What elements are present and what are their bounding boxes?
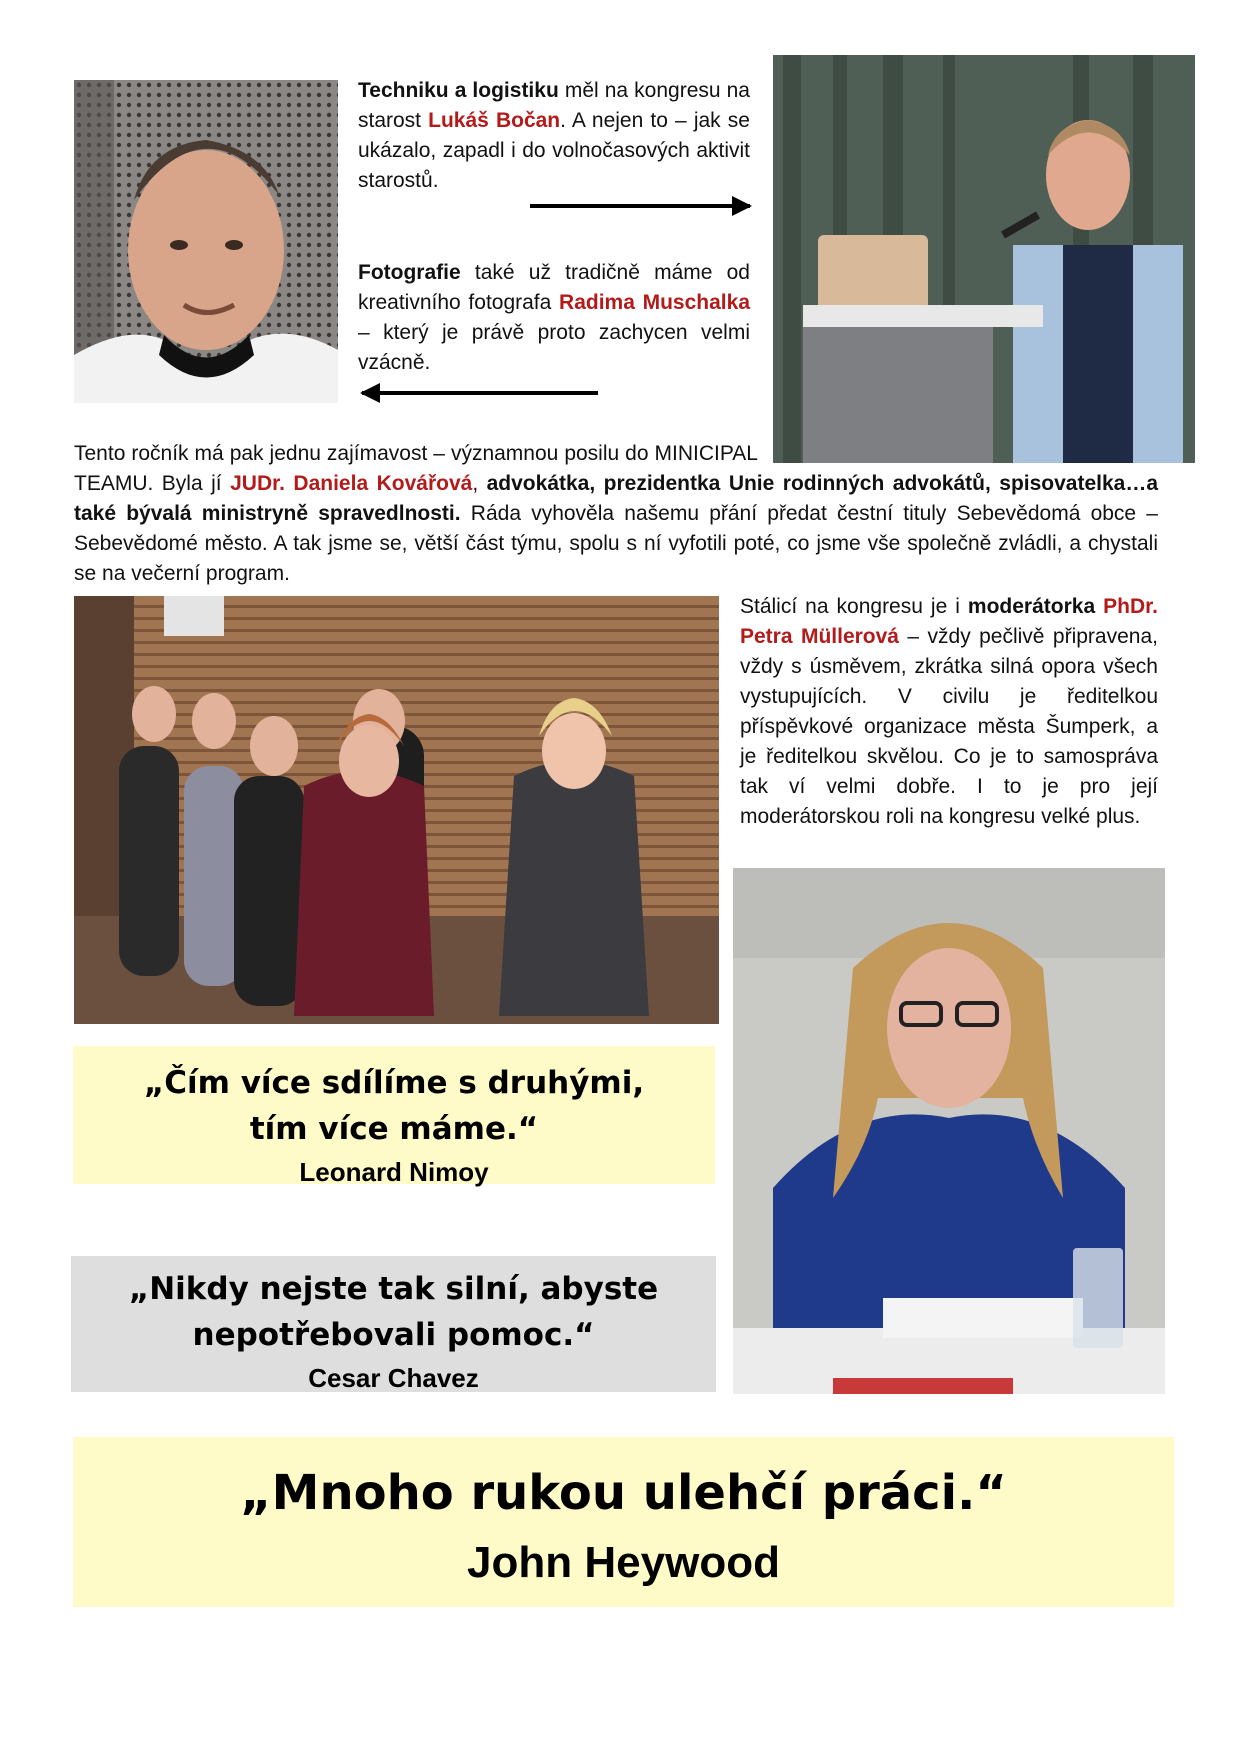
team-paragraph-text	[74, 439, 1158, 589]
moderator-paragraph	[740, 592, 1158, 832]
logistics-text-2: . A nejen to – jak se ukázalo, zapadl i do volnočasových aktivit starostů.	[358, 109, 750, 192]
quote-box-chavez	[71, 1256, 716, 1392]
photography-name: Radima Muschalka	[559, 291, 750, 314]
team-bold-titles: advokátka, prezidentka Unie rodinných advokátů, spisovatelka…a také bývalá ministryně spravedlnosti.	[74, 472, 1159, 525]
team-text-1: Tento ročník má pak jednu zajímavost – významnou posilu do MINICIPAL TEAMU. Byla jí	[74, 442, 758, 495]
quote-nimoy-author: Leonard Nimoy	[299, 1157, 489, 1187]
logistics-name: Lukáš Bočan	[428, 109, 561, 132]
logistics-paragraph	[358, 76, 750, 196]
team-float-spacer	[758, 439, 1158, 469]
quote-chavez-author: Cesar Chavez	[308, 1363, 479, 1393]
photo-lukas-bocan	[74, 80, 338, 403]
moderator-text-1: Stálicí na kongresu je i	[740, 595, 968, 618]
quote-heywood-author: John Heywood	[467, 1538, 780, 1587]
team-text-3: Ráda vyhověla našemu přání předat čestní tituly Sebevědomá obce – Sebevědomé město. A tak jsme se, větší část týmu, spolu s ní vyfotili poté, co jsme vše společně zvládli, a chystali se na večerní program.	[74, 502, 1158, 585]
photography-text-1: také už tradičně máme od kreativního fotografa	[358, 261, 750, 314]
arrow-left-icon	[362, 391, 598, 395]
moderator-bold-role: moderátorka	[967, 595, 1096, 618]
moderator-name: PhDr. Petra Müllerová	[740, 595, 1158, 648]
photo-speaker-at-lectern	[773, 55, 1195, 463]
quote-box-nimoy	[73, 1046, 715, 1187]
logistics-text-1: měl na kongresu na starost	[358, 79, 750, 132]
team-name: JUDr. Daniela Kovářová	[230, 472, 473, 495]
quote-heywood-line1: „Mnoho rukou ulehčí práci.“	[240, 1465, 1007, 1521]
photography-text-2: – který je právě proto zachycen velmi vzácně.	[358, 321, 750, 374]
photography-bold-start: Fotografie	[358, 261, 461, 284]
arrow-right-icon	[530, 204, 750, 208]
quote-nimoy-line2: tím více máme.“	[249, 1111, 539, 1147]
logistics-bold-start: Techniku a logistiku	[358, 79, 559, 102]
photography-paragraph	[358, 258, 750, 378]
quote-nimoy-line1: „Čím více sdílíme s druhými,	[143, 1065, 645, 1101]
team-text-2: ,	[472, 472, 487, 495]
quote-chavez-line1: „Nikdy nejste tak silní, abyste	[128, 1271, 659, 1307]
photo-moderator	[733, 868, 1165, 1394]
photo-team-group	[74, 596, 719, 1024]
moderator-text-2: – vždy pečlivě připravena, vždy s úsměvem, zkrátka silná opora všech vystupujících. V civilu je ředitelkou příspěvkové organizace města Šumperk, a je ředitelkou skvělou. Co je to samospráva tak ví velmi dobře. I to je pro její moderátorskou roli na kongresu velké plus.	[740, 625, 1158, 828]
quote-chavez-line2: nepotřebovali pomoc.“	[192, 1317, 595, 1353]
quote-box-heywood	[73, 1437, 1174, 1607]
